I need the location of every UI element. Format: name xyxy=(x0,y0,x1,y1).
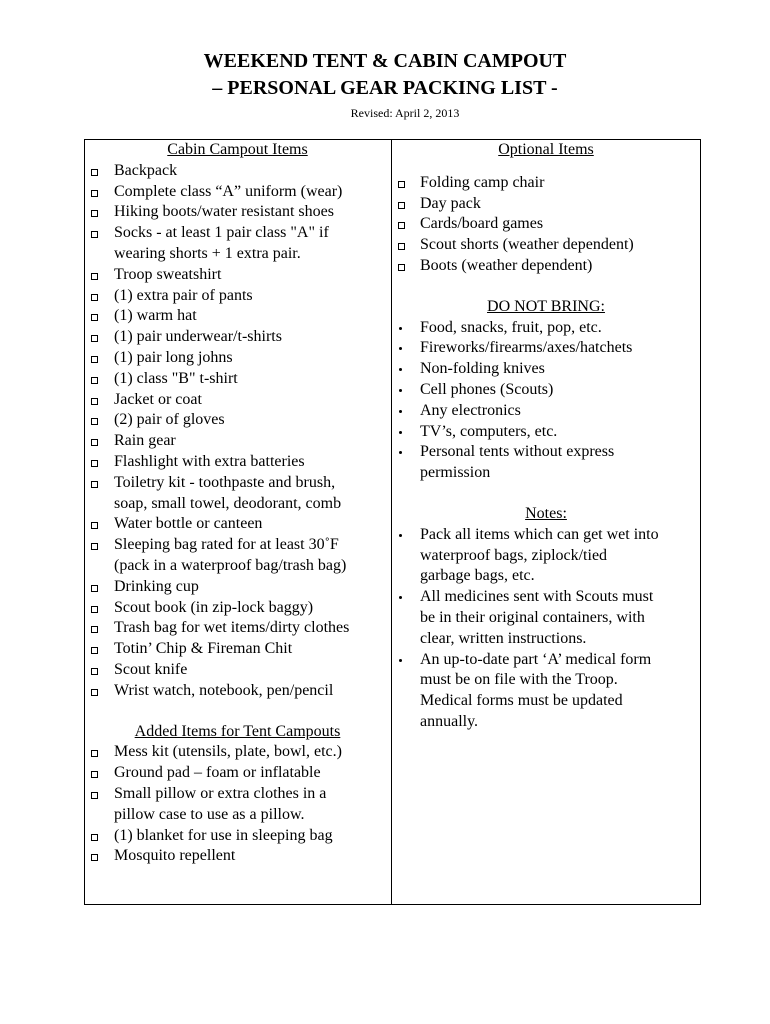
list-item: Trash bag for wet items/dirty clothes xyxy=(85,618,390,639)
list-item: Mosquito repellent xyxy=(85,846,390,867)
cabin-items-list xyxy=(85,161,390,702)
notes-list xyxy=(392,525,700,733)
checkbox-icon xyxy=(398,181,405,188)
checkbox-icon xyxy=(91,854,98,861)
list-item: Backpack xyxy=(85,161,390,182)
revised-date: Revised: April 2, 2013 xyxy=(350,106,460,120)
list-item: Food, snacks, fruit, pop, etc. xyxy=(392,318,700,339)
list-item-continued: permission xyxy=(420,464,491,482)
list-item: Fireworks/firearms/axes/hatchets xyxy=(392,338,700,359)
bullet-icon xyxy=(399,534,402,537)
list-item: Hiking boots/water resistant shoes xyxy=(85,202,390,223)
left-column xyxy=(85,140,390,867)
list-item: Rain gear xyxy=(85,431,390,452)
optional-items-heading: Optional Items xyxy=(498,141,594,158)
list-item: Personal tents without express xyxy=(392,442,700,463)
bullet-icon xyxy=(399,347,402,350)
checkbox-icon xyxy=(91,210,98,217)
checkbox-icon xyxy=(91,460,98,467)
checkbox-icon xyxy=(398,243,405,250)
bullet-icon xyxy=(399,410,402,413)
list-item: Folding camp chair xyxy=(392,173,700,194)
checkbox-icon xyxy=(91,543,98,550)
bullet-icon xyxy=(399,431,402,434)
list-item: TV’s, computers, etc. xyxy=(392,422,700,443)
checkbox-icon xyxy=(91,356,98,363)
checkbox-icon xyxy=(91,626,98,633)
list-item-continued: must be on file with the Troop. xyxy=(420,671,618,689)
list-item: Socks - at least 1 pair class "A" if xyxy=(85,223,390,244)
list-item: Cards/board games xyxy=(392,214,700,235)
checkbox-icon xyxy=(91,771,98,778)
list-item: Boots (weather dependent) xyxy=(392,256,700,277)
list-item-continued: (pack in a waterproof bag/trash bag) xyxy=(114,556,347,574)
list-item: Non-folding knives xyxy=(392,359,700,380)
list-item: Small pillow or extra clothes in a xyxy=(85,784,390,805)
list-item: Flashlight with extra batteries xyxy=(85,452,390,473)
list-item: Toiletry kit - toothpaste and brush, xyxy=(85,473,390,494)
list-item: Ground pad – foam or inflatable xyxy=(85,763,390,784)
list-item: Any electronics xyxy=(392,401,700,422)
list-item: Scout book (in zip-lock baggy) xyxy=(85,598,390,619)
list-item: (1) extra pair of pants xyxy=(85,286,390,307)
bullet-icon xyxy=(399,596,402,599)
list-item-continued: clear, written instructions. xyxy=(420,629,587,647)
tent-items-heading: Added Items for Tent Campouts xyxy=(134,722,341,740)
list-item: (2) pair of gloves xyxy=(85,410,390,431)
list-item: Cell phones (Scouts) xyxy=(392,380,700,401)
list-item: All medicines sent with Scouts must xyxy=(392,587,700,608)
list-item-continued: garbage bags, etc. xyxy=(420,567,535,585)
list-item: (1) blanket for use in sleeping bag xyxy=(85,826,390,847)
title-line-1: WEEKEND TENT & CABIN CAMPOUT xyxy=(203,50,567,72)
checkbox-icon xyxy=(91,377,98,384)
checkbox-icon xyxy=(91,169,98,176)
right-column xyxy=(392,140,700,733)
checkbox-icon xyxy=(91,439,98,446)
checkbox-icon xyxy=(398,264,405,271)
list-item: Scout knife xyxy=(85,660,390,681)
bullet-icon xyxy=(399,659,402,662)
checkbox-icon xyxy=(91,398,98,405)
list-item-continued: wearing shorts + 1 extra pair. xyxy=(114,244,301,262)
checkbox-icon xyxy=(91,689,98,696)
checkbox-icon xyxy=(91,792,98,799)
list-item: Drinking cup xyxy=(85,577,390,598)
checkbox-icon xyxy=(91,335,98,342)
checkbox-icon xyxy=(91,668,98,675)
list-item: An up-to-date part ‘A’ medical form xyxy=(392,650,700,671)
checkbox-icon xyxy=(91,294,98,301)
checkbox-icon xyxy=(91,418,98,425)
list-item: Sleeping bag rated for at least 30˚F xyxy=(85,535,390,556)
checkbox-icon xyxy=(91,522,98,529)
checkbox-icon xyxy=(91,190,98,197)
list-item: Totin’ Chip & Fireman Chit xyxy=(85,639,390,660)
list-item: Complete class “A” uniform (wear) xyxy=(85,182,390,203)
notes-heading: Notes: xyxy=(525,504,567,522)
checkbox-icon xyxy=(91,585,98,592)
list-item-continued: annually. xyxy=(420,712,479,730)
list-item: (1) class "B" t-shirt xyxy=(85,369,390,390)
packing-list-table xyxy=(84,139,701,905)
list-item: (1) warm hat xyxy=(85,306,390,327)
do-not-bring-heading: DO NOT BRING: xyxy=(487,297,605,315)
checkbox-icon xyxy=(398,222,405,229)
checkbox-icon xyxy=(91,231,98,238)
checkbox-icon xyxy=(91,273,98,280)
bullet-icon xyxy=(399,389,402,392)
title-line-2: – PERSONAL GEAR PACKING LIST - xyxy=(212,77,558,99)
checkbox-icon xyxy=(91,750,98,757)
checkbox-icon xyxy=(91,606,98,613)
cabin-items-heading: Cabin Campout Items xyxy=(167,141,308,158)
list-item: Scout shorts (weather dependent) xyxy=(392,235,700,256)
list-item: (1) pair long johns xyxy=(85,348,390,369)
do-not-bring-list xyxy=(392,318,700,484)
list-item: Troop sweatshirt xyxy=(85,265,390,286)
checkbox-icon xyxy=(91,314,98,321)
list-item: Mess kit (utensils, plate, bowl, etc.) xyxy=(85,742,390,763)
checkbox-icon xyxy=(398,202,405,209)
list-item: Day pack xyxy=(392,194,700,215)
bullet-icon xyxy=(399,327,402,330)
checkbox-icon xyxy=(91,647,98,654)
list-item-continued: Medical forms must be updated xyxy=(420,692,623,710)
tent-items-list xyxy=(85,742,390,867)
list-item-continued: soap, small towel, deodorant, comb xyxy=(114,494,342,512)
checkbox-icon xyxy=(91,481,98,488)
list-item: Jacket or coat xyxy=(85,390,390,411)
list-item-continued: be in their original containers, with xyxy=(420,608,645,626)
bullet-icon xyxy=(399,451,402,454)
document-title xyxy=(0,48,770,102)
list-item-continued: waterproof bags, ziplock/tied xyxy=(420,546,608,564)
optional-items-list xyxy=(392,173,700,277)
checkbox-icon xyxy=(91,834,98,841)
list-item: Pack all items which can get wet into xyxy=(392,525,700,546)
list-item: Wrist watch, notebook, pen/pencil xyxy=(85,681,390,702)
list-item: Water bottle or canteen xyxy=(85,514,390,535)
list-item-continued: pillow case to use as a pillow. xyxy=(114,805,305,823)
bullet-icon xyxy=(399,368,402,371)
list-item: (1) pair underwear/t-shirts xyxy=(85,327,390,348)
